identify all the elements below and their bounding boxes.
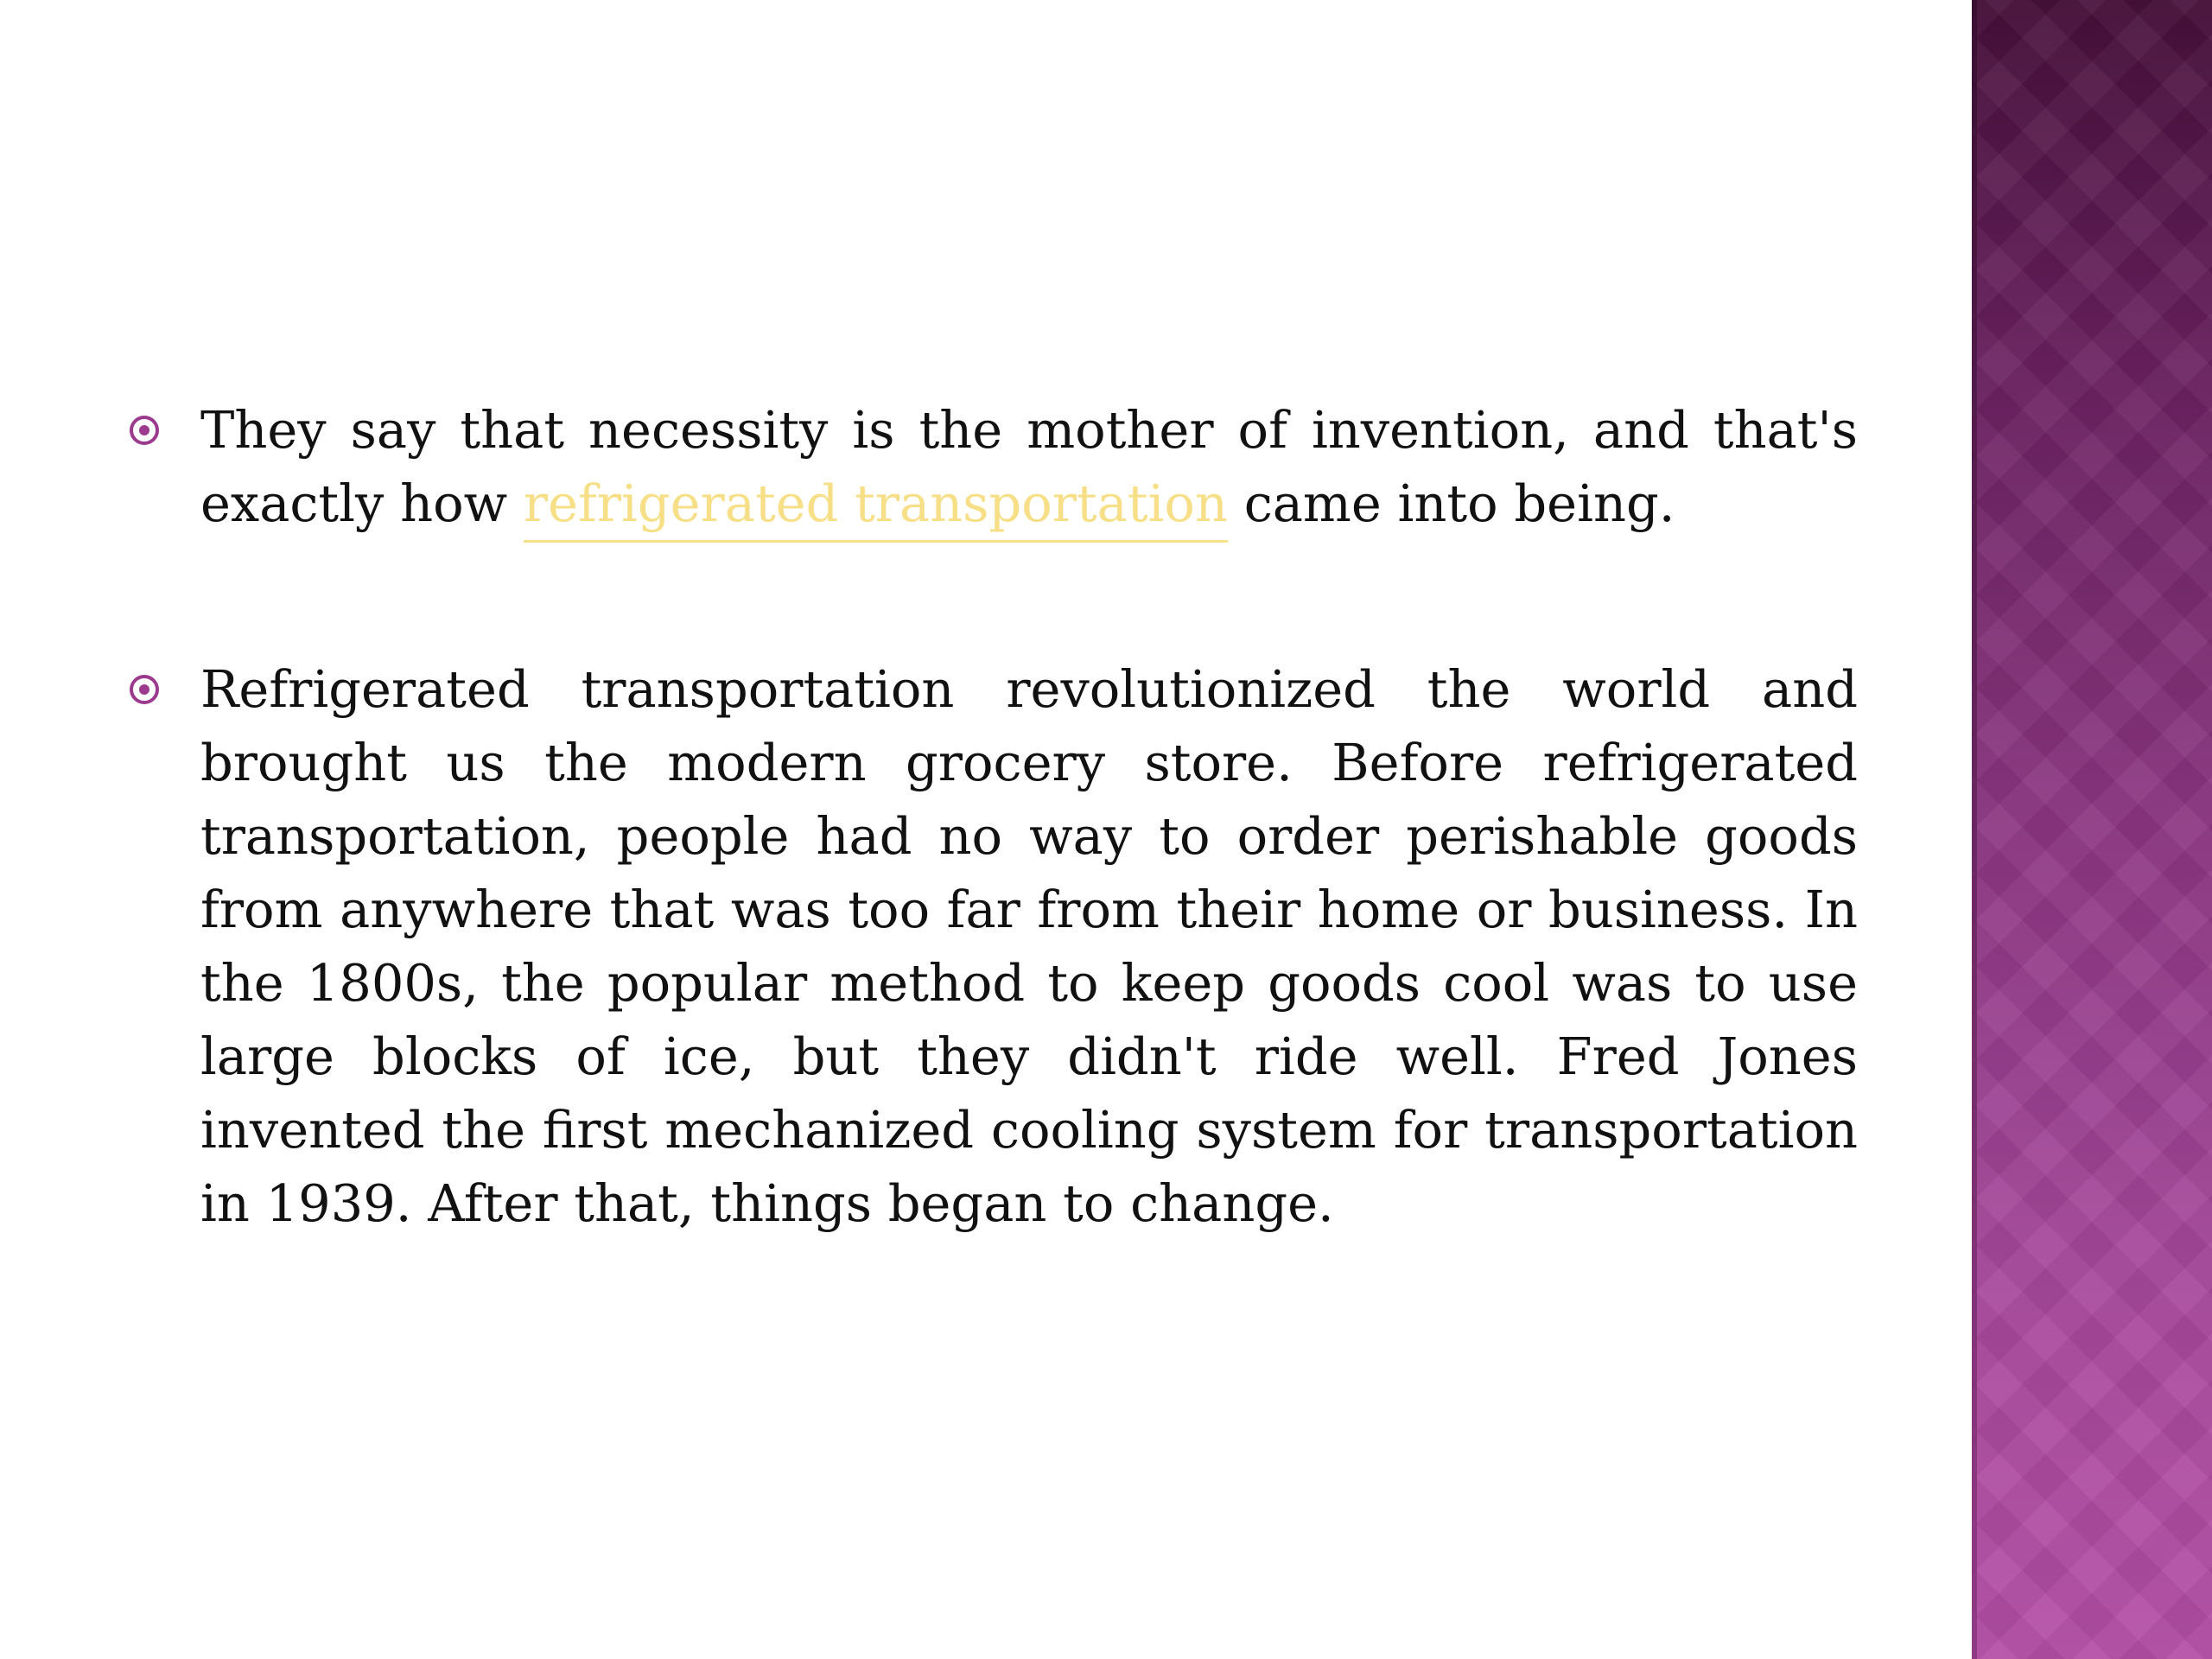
bullet-1-text-after: came into being.	[1227, 474, 1675, 533]
bullet-circle-icon	[130, 416, 159, 445]
decorative-side-band	[1972, 0, 2212, 1659]
bullet-circle-icon	[130, 675, 159, 704]
refrigerated-transportation-link[interactable]: refrigerated transportation	[524, 474, 1228, 543]
bullet-1-text-before: They say that necessity is the mother of invention, and that's exactly how	[200, 400, 1858, 533]
slide-content	[130, 393, 1858, 1352]
bullet-item-2	[130, 652, 1858, 1240]
bullet-item-1	[130, 393, 1858, 540]
bullet-2-text: Refrigerated transportation revolutionized the world and brought us the modern grocery store. Before refrigerated transportation, people had no way to order perishable goods from anywhere that was too far from their home or business. In the 1800s, the popular method to keep goods cool was to use large blocks of ice, but they didn't ride well. Fred Jones invented the first mechanized cooling system for transportation in 1939. After that, things began to change.	[200, 659, 1858, 1233]
